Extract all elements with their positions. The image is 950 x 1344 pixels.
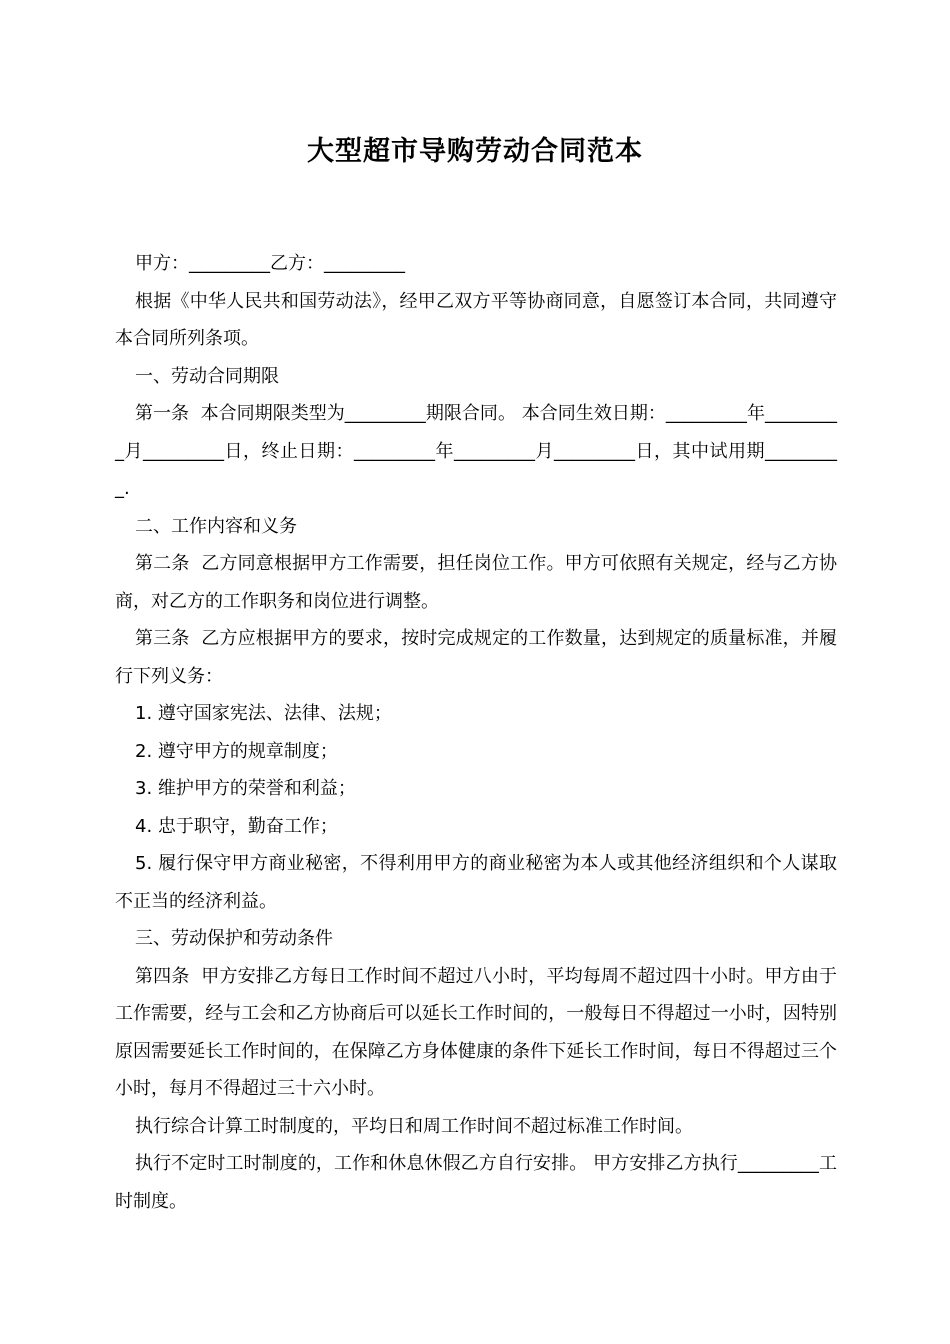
flexible-hours-paragraph: 执行不定时工时制度的，工作和休息休假乙方自行安排。 甲方安排乙方执行_________工时制度。 [115, 1153, 837, 1212]
section-heading-term: 一、劳动合同期限 [135, 365, 279, 387]
preamble-paragraph: 根据《中华人民共和国劳动法》，经甲乙双方平等协商同意，自愿签订本合同，共同遵守本合同所列条项。 [115, 290, 837, 349]
duty-item-5: 5. 履行保守甲方商业秘密，不得利用甲方的商业秘密为本人或其他经济组织和个人谋取不正当的经济利益。 [115, 853, 837, 912]
section-heading-protection: 三、劳动保护和劳动条件 [135, 928, 333, 949]
duty-item-3: 3. 维护甲方的荣誉和利益； [135, 778, 356, 799]
duty-item-2: 2. 遵守甲方的规章制度； [135, 740, 338, 762]
document-title: 大型超市导购劳动合同范本 [307, 136, 643, 167]
comprehensive-hours-paragraph: 执行综合计算工时制度的，平均日和周工作时间不超过标准工作时间。 [135, 1115, 693, 1137]
article-1: 第一条 本合同期限类型为_________期限合同。 本合同生效日期：_________年_________月_________日，终止日期：_________年_________月_________日，其中试用期_________. [115, 403, 837, 499]
party-line: 甲方：_________乙方：_________ [135, 253, 405, 274]
duty-item-1: 1. 遵守国家宪法、法律、法规； [135, 703, 392, 724]
article-2: 第二条 乙方同意根据甲方工作需要，担任岗位工作。甲方可依照有关规定，经与乙方协商，对乙方的工作职务和岗位进行调整。 [115, 553, 837, 612]
document-body [115, 245, 837, 1220]
section-heading-duties: 二、工作内容和义务 [135, 515, 297, 537]
article-4: 第四条 甲方安排乙方每日工作时间不超过八小时，平均每周不超过四十小时。甲方由于工作需要，经与工会和乙方协商后可以延长工作时间的，一般每日不得超过一小时，因特别原因需要延长工作时间的，在保障乙方身体健康的条件下延长工作时间，每日不得超过三个小时，每月不得超过三十六小时。 [115, 965, 837, 1099]
article-3: 第三条 乙方应根据甲方的要求，按时完成规定的工作数量，达到规定的质量标准，并履行下列义务： [115, 628, 837, 687]
duty-item-4: 4. 忠于职守，勤奋工作； [135, 815, 338, 837]
